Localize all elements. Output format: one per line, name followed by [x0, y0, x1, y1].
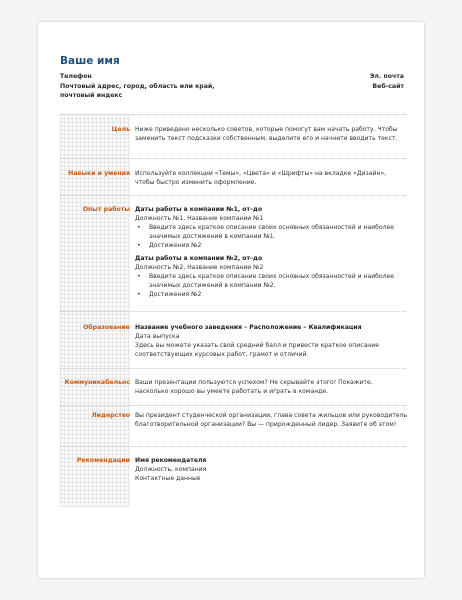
resume-page: [38, 22, 424, 578]
divider: [60, 405, 406, 406]
divider: [60, 446, 406, 447]
contact-left: [60, 72, 280, 101]
address-line-1[interactable]: Почтовый адрес, город, область или край,: [60, 82, 215, 90]
reference-contacts[interactable]: Контактные данные: [135, 475, 201, 482]
education-date[interactable]: Дата выпуска: [135, 333, 180, 340]
education-text[interactable]: Здесь вы можете указать свой средний балл и привести краткое описание соответствующих курсовых работ, грамот и отличий.: [135, 342, 379, 358]
education-school[interactable]: Название учебного заведения – Расположение – Квалификация: [135, 324, 362, 331]
email[interactable]: Эл. почта: [369, 73, 404, 80]
reference-position[interactable]: Должность, компания: [135, 466, 207, 473]
section-label-skills: Навыки и умения: [68, 170, 130, 177]
section-label-leadership: Лидерство: [91, 412, 130, 419]
job-title[interactable]: Должность №1, Название компании №1: [135, 215, 264, 222]
section-communication-text[interactable]: Ваши презентации пользуются успехом? Не скрывайте этого! Покажите, насколько хорошо вы умеете работать и играть в команде.: [135, 379, 373, 395]
section-experience: [135, 205, 407, 299]
address-line-2[interactable]: почтовый индекс: [60, 92, 123, 99]
job-bullets: [135, 272, 407, 299]
website[interactable]: Веб-сайт: [372, 82, 404, 90]
bullet-item[interactable]: • Достижения №2: [135, 290, 407, 299]
section-skills-text[interactable]: Используйте коллекции «Темы», «Цвета» и «Шрифты» на вкладке «Дизайн», чтобы быстро изменить оформление.: [135, 170, 387, 186]
section-references: [135, 456, 407, 483]
reference-name[interactable]: Имя рекомендателя: [135, 457, 207, 464]
job-dates[interactable]: Даты работы в компании №2, от–до: [135, 255, 263, 262]
divider: [60, 158, 406, 159]
section-label-goal: Цель: [111, 126, 130, 133]
section-label-communication: Коммуникабельнс: [64, 379, 130, 386]
job-title[interactable]: Должность №2, Название компании №2: [135, 264, 264, 271]
divider: [60, 368, 406, 369]
job-bullets: [135, 223, 407, 250]
divider: [60, 114, 406, 115]
section-label-references: Рекомендации: [76, 457, 130, 464]
bullet-item[interactable]: • Введите здесь краткое описание своих основных обязанностей и наиболее значимых достижений в компании №2.: [135, 272, 407, 290]
section-leadership-text[interactable]: Вы президент студенческой организации, глава совета жильцов или руководитель благотворительной организации? Вы — прирожденный лидер. Заявите об этом!: [135, 412, 408, 428]
job-dates[interactable]: Даты работы в компании №1, от–до: [135, 206, 263, 213]
resume-name[interactable]: Ваше имя: [60, 55, 120, 67]
section-label-education: Образование: [83, 324, 130, 331]
section-education: [135, 323, 407, 359]
bullet-item[interactable]: • Введите здесь краткое описание своих основных обязанностей и наиболее значимых достижений в компании №1.: [135, 223, 407, 241]
bullet-item[interactable]: • Достижения №2: [135, 241, 407, 250]
contact-right: [370, 72, 404, 91]
divider: [60, 195, 406, 196]
phone[interactable]: Телефон: [60, 73, 92, 80]
section-goal-text[interactable]: Ниже приведено несколько советов, которые помогут вам начать работу. Чтобы заменить текст подсказки собственным, выделите его и начните вводить текст.: [135, 126, 398, 142]
divider: [60, 311, 406, 312]
section-label-experience: Опыт работы: [82, 206, 130, 213]
